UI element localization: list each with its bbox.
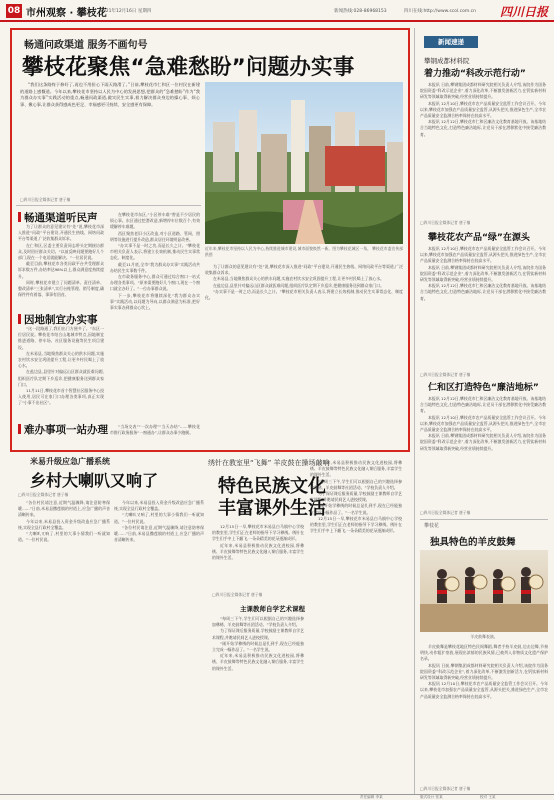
speaker-body-col1: “各位村民请注意,近期气温骤降,请注意防寒保暖……”日前,米易县撒莲镇的村道上,应急广播的声音清晰传来。 今年以来,米易县投入资金升级改造应急广播系统,实现全县行政村全覆盖。 “大喇叭又响了,村里的大事小情我们一听就知道。”一位村民说。 xyxy=(18,500,110,543)
speaker-body-col2: 今年以来,米易县投入资金升级改造应急广播系统,实现全县行政村全覆盖。 “大喇叭又响了,村里的大事小情我们一听就知道。”一位村民说。 “各位村民请注意,近期气温骤降,请注意防寒保暖……”日前,米易县撒莲镇的村道上,应急广播的声音清晰传来。 xyxy=(114,500,204,543)
news-brief-tag: 新闻速递 xyxy=(424,36,478,48)
lead-photo-caption: 近年来,攀枝花市坚持以人民为中心,持续推进城市建设,城市面貌焕然一新。图为攀枝花城区一角。 攀枝花市委宣传部供图 xyxy=(205,246,403,257)
lead-body-4b: 为了让群众的意见建议有“处”说,攀枝花市深入推进“问政”平台建设,开通民生热线、网络问政平台等渠道,广泛收集群众诉求。 在米易县,当地聚焦群众关心的供水问题,实施农村饮水安全巩固提升工程,让更多村民喝上了放心水。 在盐边县,县里针对偏远山区群众就医难问题,组织医疗队定期下乡巡诊,把健康服务送到群众家门口。 “办实事不是一时之功,而是长久之计。”攀枝花市相关负责人表示,将建立长效机制,推动民生实事常态化、制度化。 xyxy=(205,264,403,301)
footer-proofreader: 校对 王某 xyxy=(480,795,496,799)
school-headline-line2: 丰富课外生活 xyxy=(218,498,326,519)
right-story4-caption: 羊皮鼓舞表演。 xyxy=(470,634,498,639)
school-kicker: 绣针在教室里“飞舞” 羊皮鼓在操场敲响 xyxy=(208,459,330,467)
right-story3-body: 本报讯 12月12日,攀枝花市仁和区廉洁文化教育基地开放。该基地结合当地特色文化,打造特色廉洁地标,让党员干部在潜移默化中接受廉洁教育。 本报讯 12月10日,攀枝花市农产品质量安全监管工作会议召开。今年以来,攀枝花市加强农产品质量安全监管,从源头把关,推进绿色生产,全市农产品质量安全监测合格率保持在较高水平。 本报讯 日前,攀钢集团成都材料研究院相关负责人介绍,该院作为国务院国资委“科改示范企业”,着力深化改革,不断激发创新活力,在钒钛新材料研发等领域取得新突破,经营业绩持续提升。 xyxy=(420,396,546,451)
right-story4-divider xyxy=(420,519,548,520)
drum-dancers-illustration xyxy=(420,550,548,632)
right-story4-body: 羊皮鼓舞是攀枝花地区特色民间舞蹈,舞者手持羊皮鼓,边击边舞,节奏明快,动作粗犷豪放,展现出浓郁的民族风情,已被列入非物质文化遗产保护名录。 本报讯 日前,攀钢集团成都材料研究院相关负责人介绍,该院作为国务院国资委“科改示范企业”,着力深化改革,不断激发创新活力,在钒钛新材料研发等领域取得新突破,经营业绩持续提升。 本报讯 12月10日,攀枝花市农产品质量安全监管工作会议召开。今年以来,攀枝花市加强农产品质量安全监管,从源头把关,推进绿色生产,全市农产品质量安全监测合格率保持在较高水平。 xyxy=(420,644,548,699)
right-story4-photo xyxy=(420,550,548,632)
lead-divider xyxy=(16,205,201,206)
lead-body-3: “当场交表”“一次办理”“当天办结”……攀枝花市推行政务服务“一窗通办”,让群众办事少跑腿。 xyxy=(110,424,200,436)
school-body-1: 12月15日一早,攀枝花市米易县白马镇中心学校的教室里,学生们正在老师的指导下学习彝绣。绣针在学生们手中上下翻飞,一朵朵精美的花朵逐渐成形。 近年来,米易县积极推动民族文化进校园,将彝绣、羊皮鼓舞等特色民族文化融入课后服务,丰富学生的课外生活。 xyxy=(212,524,304,561)
right-story1-headline: 着力推动“科改示范行动” xyxy=(424,69,526,79)
page-number: 08 xyxy=(7,6,21,16)
right-story4-headline: 独具特色的羊皮鼓舞 xyxy=(430,537,516,548)
lead-intro: “我们这条路终于修好了,再也不用担心下雨天路滑了。”日前,攀枝花市仁和区一位村民在新建的道路上感慨道。今年以来,攀枝花市坚持以人民为中心的发展思想,把群众的“急难愁盼”作为“我为群众办实事”实践活动的重点,畅通问政渠道,做实民生实事,着力解决群众身边的操心事、烦心事、揪心事,让群众获得感成色更足、幸福感更可持续、安全感更有保障。 xyxy=(20,82,200,107)
page-header xyxy=(0,0,554,22)
right-story4-tag: 攀枝花 xyxy=(424,523,440,529)
right-story4-byline: □四川日报全媒体记者 唐子楠 xyxy=(420,786,471,791)
lead-photo xyxy=(205,82,403,244)
lead-body-1: 为了让群众的意见建议有“处”说,攀枝花市深入推进“问政”平台建设,开通民生热线、网络问政平台等渠道,广泛收集群众诉求。 在仁和区,区委主要负责同志带头定期接访群众,及时回应群众关切。“以前反映问题要跑好几个部门,现在一个电话就能解决。”一位居民说。 截至目前,攀枝花市各类问政平台共受理群众诉求数万件,办结率达98%以上,群众满意度持续提升。 同时,攀枝花市建立了问题清单、责任清单、整改清单“三张清单”,实行台账管理、销号制度,确保件件有着落、事事有回音。 xyxy=(18,224,104,298)
right-story1-byline: □四川日报全媒体记者 唐子楠 xyxy=(420,220,471,225)
lead-subhead-3-text: 难办事项一站办理 xyxy=(24,424,108,436)
school-headline-line1: 特色民族文化 xyxy=(218,476,326,497)
section-title: 市州观察 · 攀枝花 xyxy=(26,8,107,19)
school-body-3: 近年来,米易县积极推动民族文化进校园,将彝绣、羊皮鼓舞等特色民族文化融入课后服务,丰富学生的课外生活。 “每周三下午,学生们可以根据自己的兴趣选择参加彝绣、羊皮鼓舞等社团活动。”学校负责人介绍。 为了保证课后服务质量,学校鼓励主课教师自学艺术课程,并邀请民间艺人进校授课。 “刚开始学彝绣的时候总是扎到手,现在已经能独立完成一幅作品了。”一名学生说。 12月15日一早,攀枝花市米易县白马镇中心学校的教室里,学生们正在老师的指导下学习彝绣。绣针在学生们手中上下翻飞,一朵朵精美的花朵逐渐成形。 xyxy=(310,460,402,534)
lead-headline: 攀枝花聚焦“急难愁盼”问题办实事 xyxy=(22,55,355,80)
lead-subhead-2 xyxy=(18,312,98,327)
right-story3-headline: 仁和区打造特色“廉洁地标” xyxy=(428,383,539,393)
school-body-2: “每周三下午,学生们可以根据自己的兴趣选择参加彝绣、羊皮鼓舞等社团活动。”学校负责人介绍。 为了保证课后服务质量,学校鼓励主课教师自学艺术课程,并邀请民间艺人进校授课。 “刚开始学彝绣的时候总是扎到手,现在已经能独立完成一幅作品了。”一名学生说。 近年来,米易县积极推动民族文化进校园,将彝绣、羊皮鼓舞等特色民族文化融入课后服务,丰富学生的课外生活。 xyxy=(212,616,304,671)
issue-date: 2021年12月16日 星期四 xyxy=(100,9,152,14)
right-story3-byline: □四川日报全媒体记者 唐子楠 xyxy=(420,510,471,515)
right-story2-headline: 攀枝花农产品“绿”在源头 xyxy=(428,233,530,243)
footer-editor: 责任编辑 李某 xyxy=(360,795,383,799)
right-story1-body: 本报讯 日前,攀钢集团成都材料研究院相关负责人介绍,该院作为国务院国资委“科改示范企业”,着力深化改革,不断激发创新活力,在钒钛新材料研发等领域取得新突破,经营业绩持续提升。 本报讯 12月10日,攀枝花市农产品质量安全监管工作会议召开。今年以来,攀枝花市加强农产品质量安全监管,从源头把关,推进绿色生产,全市农产品质量安全监测合格率保持在较高水平。 本报讯 12月12日,攀枝花市仁和区廉洁文化教育基地开放。该基地结合当地特色文化,打造特色廉洁地标,让党员干部在潜移默化中接受廉洁教育。 xyxy=(420,82,546,137)
lead-kicker: 畅通问政渠道 服务不画句号 xyxy=(24,40,148,51)
right-story1-kicker: 攀钢成都材料院 xyxy=(424,57,470,65)
lead-body-4a: 在攀枝花市东区,“小区停车难”曾是不少居民的烦心事。东区通过挖潜改造,新增停车位数百个,有效缓解停车难题。 西区聚焦老旧小区改造,对小区道路、管网、照明等设施进行提升改造,群众居住环境明显改善。 “办实事不是一时之功,而是长久之计。”攀枝花市相关负责人表示,将建立长效机制,推动民生实事常态化、制度化。 截至11月底,全市“我为群众办实事”实践活动共办结民生实事数千件。 在市政务服务中心,群众可通过综合窗口一站式办理各类事项。“原来需要跑好几个窗口,现在一个窗口就全办好了。”一位办事群众说。 下一步,攀枝花市将继续深化“我为群众办实事”实践活动,以问题为导向,以群众满意为标准,把好事实事办到群众心坎上。 xyxy=(110,212,200,311)
page-footer xyxy=(0,794,554,800)
lead-byline: □四川日报全媒体记者 唐子楠 xyxy=(20,197,71,202)
lead-subhead-2-text: 因地制宜办实事 xyxy=(24,314,98,326)
school-subhead: 主课教师自学艺术课程 xyxy=(240,605,305,613)
lead-subhead-1-text: 畅通渠道听民声 xyxy=(24,212,98,224)
footer-designer: 版式设计 张某 xyxy=(420,795,443,799)
city-skyline-illustration xyxy=(205,82,403,244)
news-hotline: 新闻热线:028-86968153 xyxy=(334,9,387,14)
speaker-headline: 乡村大喇叭又响了 xyxy=(30,471,159,490)
lead-subhead-3 xyxy=(18,422,108,437)
right-story2-byline: □四川日报全媒体记者 唐子楠 xyxy=(420,372,471,377)
speaker-kicker: 米易升级应急广播系统 xyxy=(30,457,110,466)
lead-body-2: “这一段路通了,我们出门方便多了。”东区一位居民说。攀枝花市结合山地城市特点,因地制宜推进道路、停车场、社区服务设施等民生项目建设。 在米易县,当地聚焦群众关心的供水问题,实施农村饮水安全巩固提升工程,让更多村民喝上了放心水。 在盐边县,县里针对偏远山区群众就医难问题,组织医疗队定期下乡巡诊,把健康服务送到群众家门口。 11月11日,攀枝花市首个智慧社区服务中心投入使用,居民可在家门口办理各类事项,真正实现了“小事不出社区”。 xyxy=(18,326,104,406)
speaker-byline: □四川日报全媒体记者 唐子楠 xyxy=(18,492,69,497)
right-column-divider xyxy=(414,28,415,794)
lead-subhead-1 xyxy=(18,210,98,225)
newspaper-logo: 四川日报 xyxy=(500,5,549,19)
right-story2-body: 本报讯 12月10日,攀枝花市农产品质量安全监管工作会议召开。今年以来,攀枝花市加强农产品质量安全监管,从源头把关,推进绿色生产,全市农产品质量安全监测合格率保持在较高水平。 本报讯 日前,攀钢集团成都材料研究院相关负责人介绍,该院作为国务院国资委“科改示范企业”,着力深化改革,不断激发创新活力,在钒钛新材料研发等领域取得新突破,经营业绩持续提升。 本报讯 12月12日,攀枝花市仁和区廉洁文化教育基地开放。该基地结合当地特色文化,打造特色廉洁地标,让党员干部在潜移默化中接受廉洁教育。 xyxy=(420,246,546,301)
website-url: 四川在线:http://www.scol.com.cn xyxy=(404,9,476,14)
school-byline: □四川日报全媒体记者 唐子楠 xyxy=(212,592,263,597)
